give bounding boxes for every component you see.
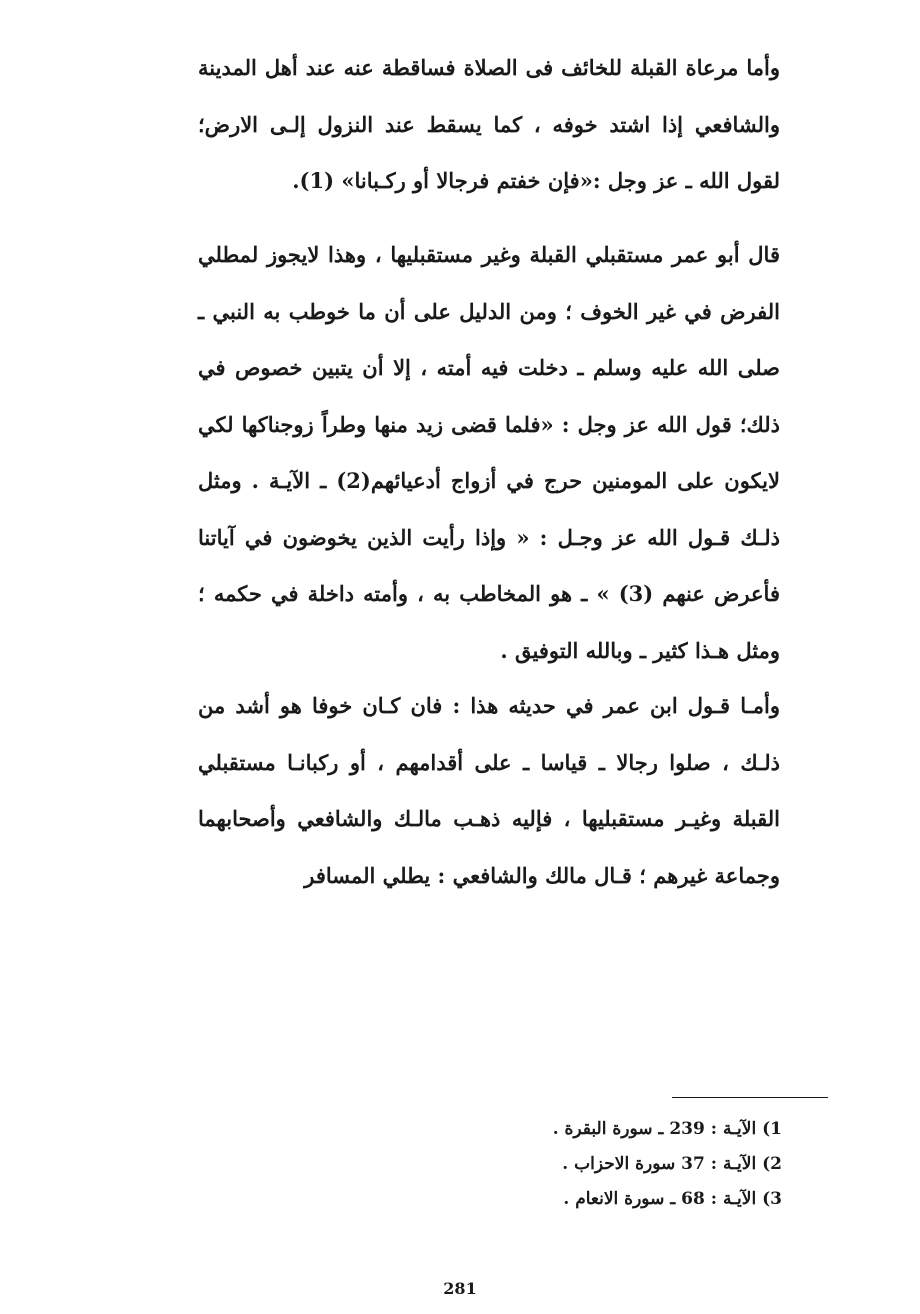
footnotes-list bbox=[470, 1112, 782, 1217]
footnote-separator bbox=[672, 1097, 828, 1098]
paragraph-2: قال أبو عمر مستقبلي القبلة وغير مستقبليها ، وهذا لايجوز لمطلي الفرض في غير الخوف ؛ ومن الدليل على أن ما خوطب به النبي ـ صلى الله عليه وسلم ـ دخلت فيه أمته ، إلا أن يتبين خصوص في ذلك؛ قول الله عز وجل : «فلما قضى زيد منها وطراً زوجناكها لكي لايكون على المومنين حرج في أزواج أدعيائهم(2) ـ الآيـة . ومثل ذلـك قـول الله عز وجـل : « وإذا رأيت الذين يخوضون في آياتنا فأعرض عنهم (3) » ـ هو المخاطب به ، وأمته داخلة في حكمه ؛ ومثل هـذا كثير ـ وبالله التوفيق . bbox=[198, 242, 781, 663]
footnote-2: 2) الآيـة : 37 سورة الاحزاب . bbox=[562, 1154, 782, 1174]
paragraph-3: وأمـا قـول ابن عمر في حديثه هذا : فان كـان خوفا هو أشد من ذلـك ، صلوا رجالا ـ قياسا ـ على أقدامهم ، أو ركبانـا مستقبلي القبلة وغيـر مستقبليها ، فإليه ذهـب مالـك والشافعي وأصحابهما وجماعة غيرهم ؛ قـال مالك والشافعي : يطلي المسافر bbox=[198, 693, 780, 888]
footnote-3: 3) الآيـة : 68 ـ سورة الانعام . bbox=[563, 1189, 782, 1209]
page-number: 281 bbox=[443, 1279, 477, 1298]
footnote-1: 1) الآيـة : 239 ـ سورة البقرة . bbox=[552, 1119, 782, 1139]
paragraph-1: وأما مرعاة القبلة للخائف فى الصلاة فساقطة عنه عند أهل المدينة والشافعي إذا اشتد خوفه ، كما يسقط عند النزول إلـى الارض؛ لقول الله ـ عز وجل :«فإن خفتم فرجالا أو ركـبانا» (1). bbox=[198, 55, 780, 193]
